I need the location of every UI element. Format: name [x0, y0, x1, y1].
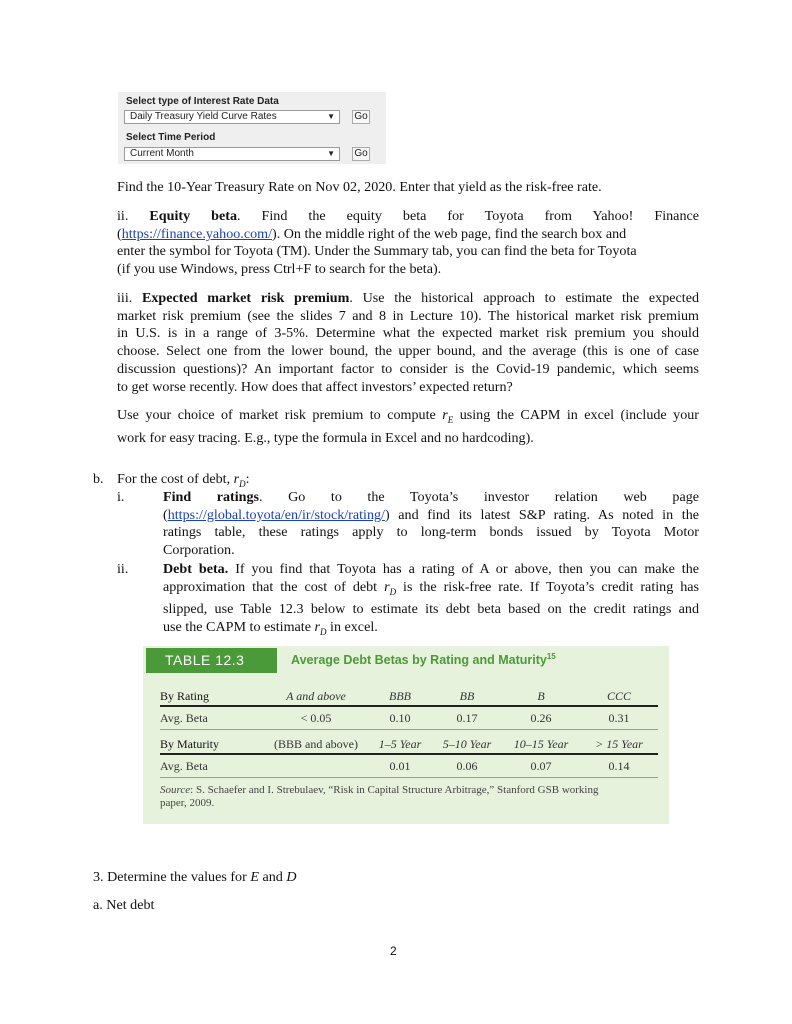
- page-number: 2: [390, 944, 397, 958]
- debt-beta-title: Debt beta.: [163, 561, 229, 577]
- table-rule: [160, 753, 658, 755]
- rating-col: CCC: [606, 689, 631, 703]
- cost-of-debt-marker: b.: [93, 471, 104, 487]
- maturity-beta: 0.01: [389, 759, 411, 773]
- ratings-title: Find ratings: [163, 489, 260, 505]
- net-debt-heading: a. Net debt: [93, 897, 155, 913]
- time-period-label: Select Time Period: [126, 132, 216, 143]
- debt-beta-marker: ii.: [117, 561, 129, 577]
- ratings-marker: i.: [117, 489, 125, 505]
- dropdown-arrow-icon: ▼: [327, 112, 335, 121]
- maturity-col: 1–5 Year: [378, 737, 422, 751]
- by-rating-label: By Rating: [160, 689, 210, 703]
- avg-beta-label: Avg. Beta: [160, 759, 208, 773]
- rating-beta: 0.10: [389, 711, 411, 725]
- rating-col: B: [537, 689, 545, 703]
- rating-col: BBB: [389, 689, 411, 703]
- maturity-beta: 0.06: [456, 759, 478, 773]
- rating-beta: < 0.05: [300, 711, 332, 725]
- table-title: Average Debt Betas by Rating and Maturity$^{15}$: [291, 652, 556, 668]
- maturity-beta: 0.14: [608, 759, 630, 773]
- rate-type-select[interactable]: Daily Treasury Yield Curve Rates ▼: [124, 110, 340, 124]
- by-maturity-label: By Maturity: [160, 737, 219, 751]
- table-rule: [160, 729, 658, 730]
- rate-type-label: Select type of Interest Rate Data: [126, 96, 279, 107]
- maturity-col: > 15 Year: [595, 737, 643, 751]
- ratings-paragraph: Find ratings. Go to the Toyota’s investor relation web page (https://global.toyota/en/ir/stock/rating/) and find its latest S&P rating. As noted in the ratings table, these ratings apply to long-term bonds issued by Toyota Motor Corporation.: [163, 489, 700, 559]
- table-source: Source: S. Schaefer and I. Strebulaev, “Risk in Capital Structure Arbitrage,” Stanford GSB working paper, 2009.: [160, 784, 599, 809]
- equity-beta-paragraph: ii. Equity beta. Find the equity beta for Toyota from Yahoo! Finance (https://finance.yahoo.com/). On the middle right of the web page, find the search box and enter the symbol for Toyota (TM). Under the Summary tab, you can find the beta for Toyota (if you use Windows, press Ctrl+F to search for the beta).: [117, 208, 699, 278]
- rating-beta: 0.17: [456, 711, 478, 725]
- table-rule: [160, 705, 658, 707]
- dropdown-arrow-icon: ▼: [327, 149, 335, 158]
- section-3-heading: 3. Determine the values for E and D: [93, 869, 297, 885]
- debt-beta-table: [143, 646, 669, 824]
- maturity-note: (BBB and above): [274, 737, 358, 751]
- table-rule: [160, 777, 658, 778]
- equity-beta-title: Equity beta: [149, 208, 237, 224]
- rating-col: A and above: [286, 689, 346, 703]
- go-button-period[interactable]: Go: [352, 147, 370, 161]
- yahoo-finance-link[interactable]: https://finance.yahoo.com/: [121, 225, 272, 242]
- market-risk-paragraph: iii. Expected market risk premium. Use the historical approach to estimate the expected market risk premium (see the slides 7 and 8 in Lecture 10). The historical market risk premium in U.S. is in a range of 3-5%. Determine what the expected market risk premium you should choose. Select one from the lower bound, the upper bound, and the average (this is one of case discussion questions)? An important factor to consider is the Covid-19 pandemic, which seems to get worse recently. How does that affect investors’ expected return?: [117, 290, 699, 395]
- maturity-beta: 0.07: [530, 759, 552, 773]
- avg-beta-label: Avg. Beta: [160, 711, 208, 725]
- rating-col: BB: [459, 689, 475, 703]
- market-risk-title: Expected market risk premium: [141, 290, 350, 306]
- toyota-rating-link[interactable]: https://global.toyota/en/ir/stock/rating/: [167, 506, 385, 523]
- maturity-col: 10–15 Year: [513, 737, 569, 751]
- debt-beta-paragraph: Debt beta. If you find that Toyota has a rating of A or above, then you can make the approximation that the cost of debt $r_D$ is the risk-free rate. If Toyota’s credit rating has slipped, use Table 12.3 below to estimate its debt beta based on the credit ratings and use the CAPM to estimate $r_D$ in excel.: [163, 561, 699, 637]
- table-label: TABLE 12.3: [146, 648, 277, 673]
- rating-beta: 0.31: [608, 711, 630, 725]
- time-period-select[interactable]: Current Month ▼: [124, 147, 340, 161]
- capm-note: Use your choice of market risk premium to compute $r_E$ using the CAPM in excel (include your work for easy tracing. E.g., type the formula in Excel and no hardcoding).: [117, 407, 699, 446]
- rating-beta: 0.26: [530, 711, 552, 725]
- maturity-col: 5–10 Year: [442, 737, 492, 751]
- cost-of-debt-heading: For the cost of debt, $r_D$:: [117, 471, 250, 489]
- go-button-rate[interactable]: Go: [352, 110, 370, 124]
- treasury-instruction: Find the 10-Year Treasury Rate on Nov 02, 2020. Enter that yield as the risk-free rate.: [117, 179, 602, 195]
- treasury-selector: [118, 92, 386, 164]
